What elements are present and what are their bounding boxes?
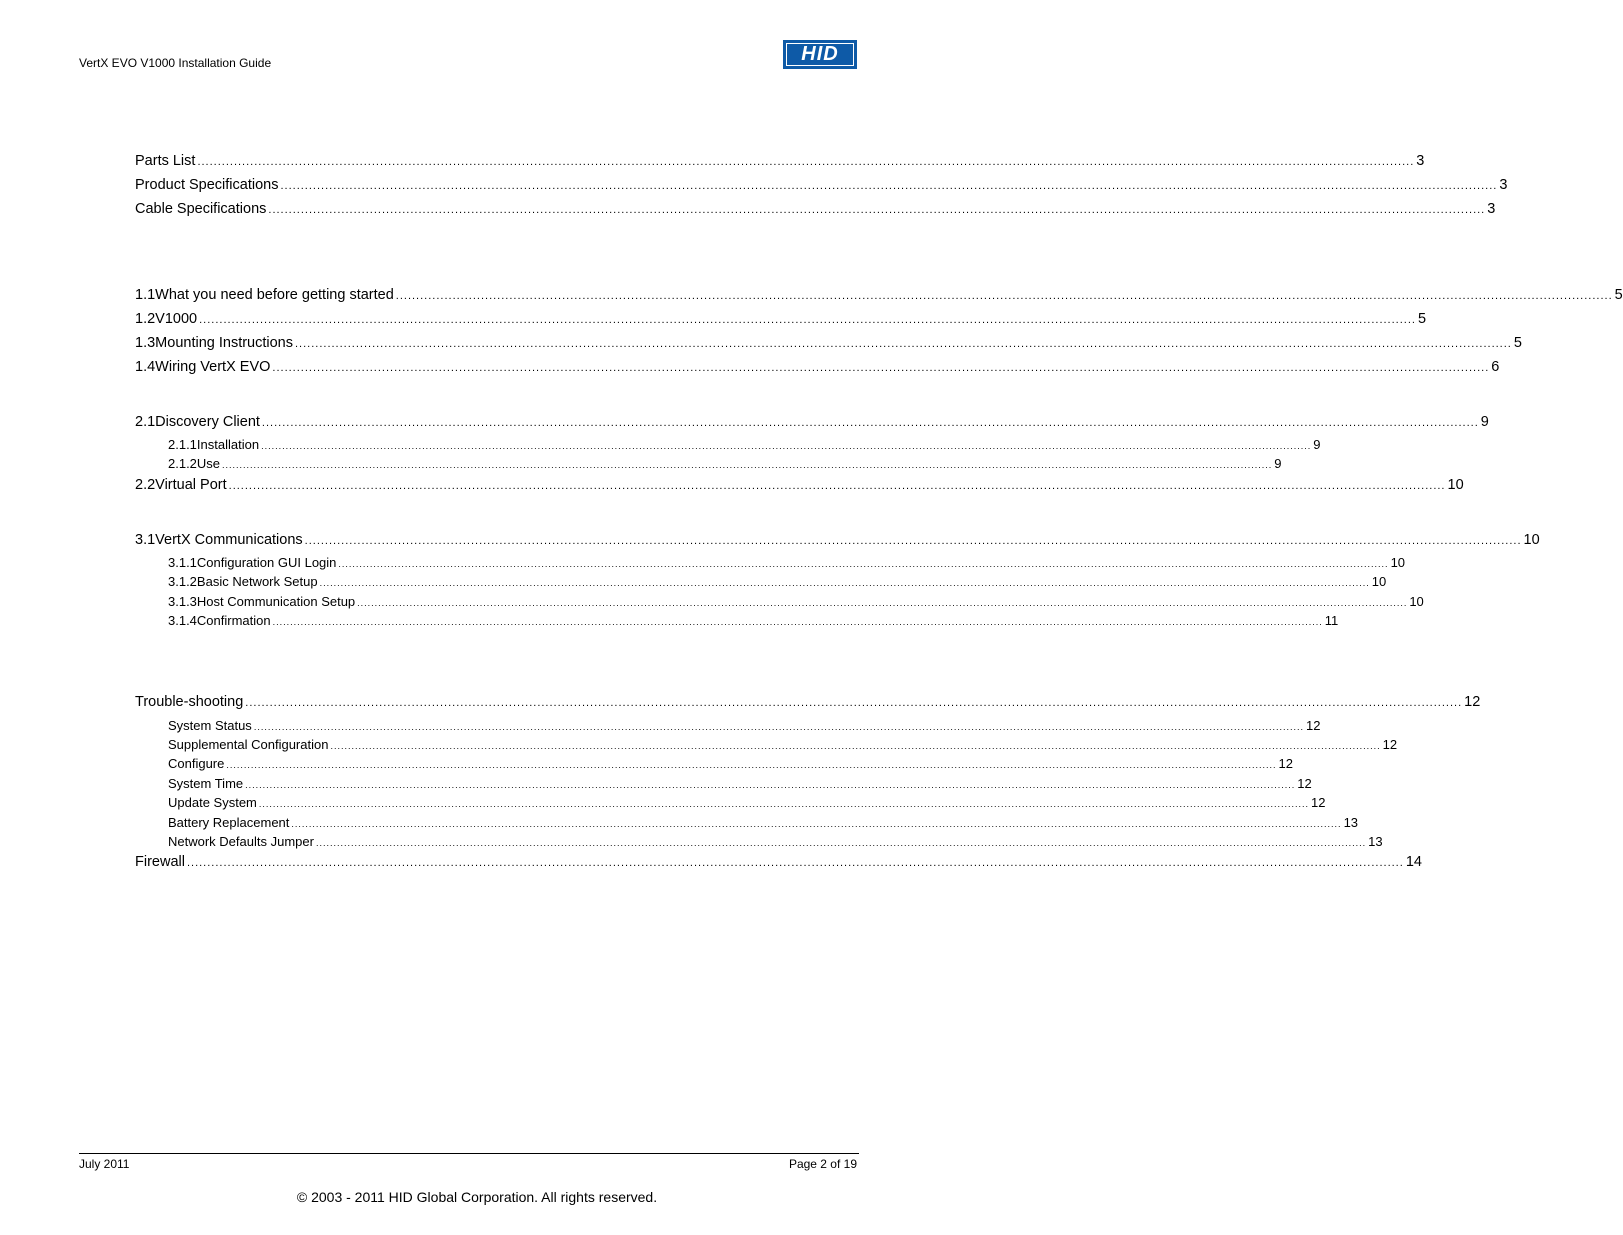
toc-entry-page: 14 [1405, 854, 1422, 870]
dot-leader: ............................................................................................................................................................................................................................................................................................................ [280, 180, 1498, 192]
toc-entry[interactable] [168, 718, 1321, 733]
toc-entry-title: Supplemental Configuration [168, 737, 329, 752]
footer-date: July 2011 [79, 1157, 130, 1171]
toc-entry-title: Parts List [135, 153, 196, 169]
toc-entry-page: 12 [1311, 795, 1326, 810]
toc-entry-page: 3 [1416, 153, 1425, 169]
toc-entry-number: 3.1.1 [168, 555, 197, 570]
toc-entry-page: 13 [1368, 834, 1383, 849]
dot-leader: ............................................................................................................................................................................................................................................................................................................ [245, 697, 1463, 709]
toc-entry-title: Network Defaults Jumper [168, 834, 314, 849]
dot-leader: ............................................................................................................................................................................................................................................................................................................ [330, 741, 1381, 751]
toc-entry-number: 1.3 [135, 335, 156, 351]
toc-entry-number: 3.1.3 [168, 594, 197, 609]
toc-entry[interactable] [168, 795, 1326, 810]
toc-entry[interactable] [168, 815, 1359, 830]
toc-entry-number: 1.1 [135, 287, 156, 303]
toc-entry-title: Trouble-shooting [135, 694, 244, 710]
toc-entry-title: Update System [168, 795, 257, 810]
toc-entry[interactable] [135, 311, 1427, 327]
toc-entry-title: Host Communication Setup [196, 594, 356, 609]
toc-entry-page: 12 [1297, 776, 1312, 791]
toc-entry-page: 10 [1447, 477, 1464, 493]
toc-entry-title: Confirmation [196, 613, 271, 628]
dot-leader: ............................................................................................................................................................................................................................................................................................................ [319, 578, 1370, 588]
toc-entry-number: 2.1.1 [168, 437, 197, 452]
dot-leader: ............................................................................................................................................................................................................................................................................................................ [228, 480, 1446, 492]
toc-entry-number: 3.1.2 [168, 574, 197, 589]
toc-entry-number: 2.1.2 [168, 456, 197, 471]
toc-entry-title: Basic Network Setup [196, 574, 318, 589]
toc-entry[interactable] [168, 834, 1383, 849]
toc-entry[interactable] [135, 532, 1540, 548]
toc-entry-title: Use [196, 456, 221, 471]
toc-entry[interactable] [135, 335, 1522, 351]
toc-entry[interactable] [135, 854, 1422, 870]
toc-entry-page: 10 [1409, 594, 1424, 609]
toc-entry[interactable] [135, 177, 1508, 193]
dot-leader: ............................................................................................................................................................................................................................................................................................................ [295, 338, 1512, 350]
toc-entry-title: Mounting Instructions [155, 335, 293, 351]
dot-leader: ............................................................................................................................................................................................................................................................................................................ [304, 535, 1522, 547]
dot-leader: ............................................................................................................................................................................................................................................................................................................ [261, 417, 1479, 429]
toc-entry-page: 5 [1614, 287, 1623, 303]
dot-leader: ............................................................................................................................................................................................................................................................................................................ [268, 204, 1486, 216]
dot-leader: ............................................................................................................................................................................................................................................................................................................ [222, 460, 1273, 470]
toc-entry-page: 12 [1305, 718, 1321, 733]
toc-entry-page: 10 [1371, 574, 1387, 589]
toc-entry-page: 13 [1343, 815, 1359, 830]
toc-entry-title: System Time [168, 776, 244, 791]
toc-entry-page: 12 [1278, 756, 1293, 771]
toc-entry-page: 5 [1513, 335, 1522, 351]
document-title: VertX EVO V1000 Installation Guide [79, 56, 272, 70]
toc-entry[interactable] [168, 737, 1398, 752]
toc-entry-number: 3.1 [135, 532, 156, 548]
dot-leader: ............................................................................................................................................................................................................................................................................................................ [245, 780, 1296, 790]
toc-entry-page: 12 [1382, 737, 1398, 752]
toc-entry-title: V1000 [155, 311, 198, 327]
toc-entry-page: 10 [1523, 532, 1540, 548]
dot-leader: ............................................................................................................................................................................................................................................................................................................ [186, 857, 1404, 869]
toc-entry-title: Product Specifications [135, 177, 279, 193]
toc-entry-title: VertX Communications [155, 532, 303, 548]
dot-leader: ............................................................................................................................................................................................................................................................................................................ [338, 559, 1389, 569]
toc-entry[interactable] [168, 594, 1424, 609]
toc-entry[interactable] [168, 555, 1406, 570]
toc-entry[interactable] [135, 201, 1496, 217]
dot-leader: ............................................................................................................................................................................................................................................................................................................ [258, 799, 1310, 809]
toc-entry[interactable] [168, 776, 1312, 791]
toc-entry[interactable] [135, 153, 1425, 169]
toc-entry[interactable] [168, 613, 1339, 628]
toc-entry[interactable] [168, 756, 1293, 771]
toc-entry[interactable] [168, 574, 1387, 589]
toc-entry-title: Battery Replacement [168, 815, 290, 830]
dot-leader: ............................................................................................................................................................................................................................................................................................................ [226, 760, 1277, 770]
dot-leader: ............................................................................................................................................................................................................................................................................................................ [272, 617, 1323, 627]
dot-leader: ............................................................................................................................................................................................................................................................................................................ [315, 838, 1367, 848]
toc-entry-title: Discovery Client [155, 414, 260, 430]
toc-entry-page: 11 [1324, 613, 1339, 628]
dot-leader: ............................................................................................................................................................................................................................................................................................................ [197, 156, 1415, 168]
toc-entry[interactable] [135, 287, 1623, 303]
dot-leader: ............................................................................................................................................................................................................................................................................................................ [253, 722, 1304, 732]
toc-entry-page: 6 [1491, 359, 1500, 375]
toc-entry-number: 1.2 [135, 311, 156, 327]
toc-entry-page: 12 [1464, 694, 1481, 710]
toc-entry-page: 9 [1313, 437, 1321, 452]
toc-entry-title: What you need before getting started [155, 287, 394, 303]
toc-entry-title: Configuration GUI Login [196, 555, 337, 570]
footer-page-number: Page 2 of 19 [788, 1157, 857, 1171]
toc-entry[interactable] [168, 437, 1321, 452]
toc-entry-number: 1.4 [135, 359, 156, 375]
toc-entry-page: 9 [1274, 456, 1282, 471]
toc-entry-number: 3.1.4 [168, 613, 197, 628]
toc-entry-page: 3 [1499, 177, 1508, 193]
toc-entry-title: Installation [196, 437, 260, 452]
toc-entry-title: System Status [168, 718, 252, 733]
toc-entry-page: 9 [1480, 414, 1489, 430]
toc-entry-page: 3 [1487, 201, 1496, 217]
toc-entry[interactable] [135, 477, 1464, 493]
dot-leader: ............................................................................................................................................................................................................................................................................................................ [199, 314, 1416, 326]
dot-leader: ............................................................................................................................................................................................................................................................................................................ [357, 598, 1408, 608]
copyright-notice: © 2003 - 2011 HID Global Corporation. All rights reserved. [296, 1189, 658, 1205]
toc-entry-title: Wiring VertX EVO [155, 359, 271, 375]
toc-entry[interactable] [135, 359, 1500, 375]
dot-leader: ............................................................................................................................................................................................................................................................................................................ [395, 290, 1613, 302]
toc-entry-number: 2.1 [135, 414, 156, 430]
toc-entry-title: Cable Specifications [135, 201, 267, 217]
dot-leader: ............................................................................................................................................................................................................................................................................................................ [291, 819, 1342, 829]
dot-leader: ............................................................................................................................................................................................................................................................................................................ [261, 441, 1312, 451]
hid-logo-text: HID [786, 43, 854, 66]
toc-entry-number: 2.2 [135, 477, 156, 493]
toc-entry-title: Configure [168, 756, 225, 771]
footer-divider [79, 1153, 859, 1154]
toc-entry[interactable] [135, 414, 1489, 430]
toc-entry-title: Virtual Port [155, 477, 227, 493]
dot-leader: ............................................................................................................................................................................................................................................................................................................ [272, 362, 1490, 374]
toc-entry-page: 10 [1390, 555, 1406, 570]
toc-entry-title: Firewall [135, 854, 185, 870]
toc-entry-page: 5 [1417, 311, 1427, 327]
toc-entry[interactable] [135, 694, 1481, 710]
toc-entry[interactable] [168, 456, 1282, 471]
